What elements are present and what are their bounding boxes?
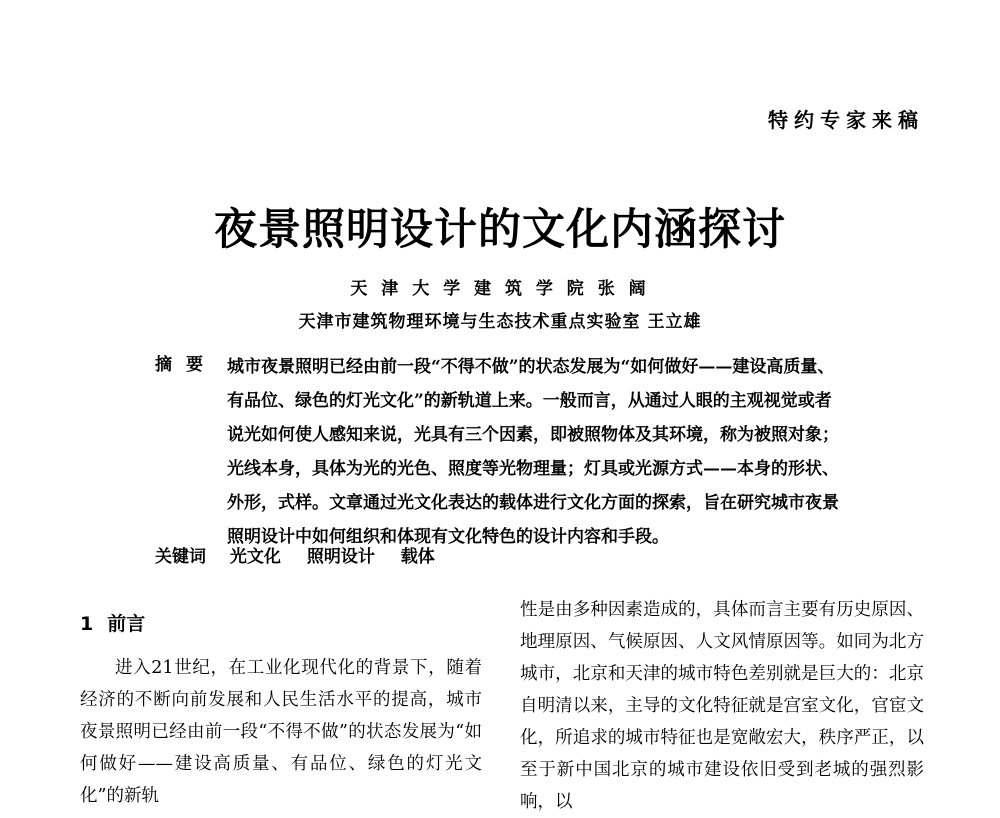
keywords-label: 关键词: [155, 547, 206, 567]
keyword-item: 载体: [400, 547, 435, 567]
author-line-2: 天津市建筑物理环境与生态技术重点实验室 王立雄: [298, 312, 702, 332]
author-line-1: 天 津 大 学 建 筑 学 院 张 阔: [350, 279, 650, 299]
right-column: [520, 594, 924, 818]
abstract-block: [155, 350, 845, 554]
keyword-item: 照明设计: [306, 547, 375, 567]
body-paragraph: 进入21世纪，在工业化现代化的背景下，随着经济的不断向前发展和人民生活水平的提高，城市夜景照明已经由前一段“不得不做”的状态发展为“如何做好——建设高质量、有品位、绿色的灯光文化”的新轨: [80, 658, 482, 806]
abstract-label: 摘要: [155, 355, 217, 375]
article-title: 夜景照明设计的文化内涵探讨: [214, 205, 786, 255]
abstract-text: 城市夜景照明已经由前一段“不得不做”的状态发展为“如何做好——建设高质量、有品位、绿色的灯光文化”的新轨道上来。一般而言，从通过人眼的主观视觉或者说光如何使人感知来说，光具有三个因素，即被照物体及其环境，称为被照对象；光线本身，具体为光的光色、照度等光物理量；灯具或光源方式——本身的形状、外形，式样。文章通过光文化表达的载体进行文化方面的探索，旨在研究城市夜景照明设计中如何组织和体现有文化特色的设计内容和手段。: [227, 357, 839, 547]
left-column: [80, 608, 482, 812]
column-tag: 特约专家来稿: [768, 108, 924, 132]
keywords-line: [155, 542, 455, 567]
section-heading: [80, 608, 482, 640]
body-paragraph-continued: 性是由多种因素造成的，具体而言主要有历史原因、地理原因、气候原因、人文风情原因等。如同为北方城市，北京和天津的城市特色差别就是巨大的：北京自明清以来，主导的文化特征就是宫室文化，官宦文化，所追求的城市特征也是宽敞宏大，秩序严正，以至于新中国北京的城市建设依旧受到老城的强烈影响，以: [520, 600, 924, 812]
section-number: 1: [80, 613, 94, 635]
section-title: 前言: [107, 613, 146, 635]
keyword-item: 光文化: [229, 547, 281, 567]
